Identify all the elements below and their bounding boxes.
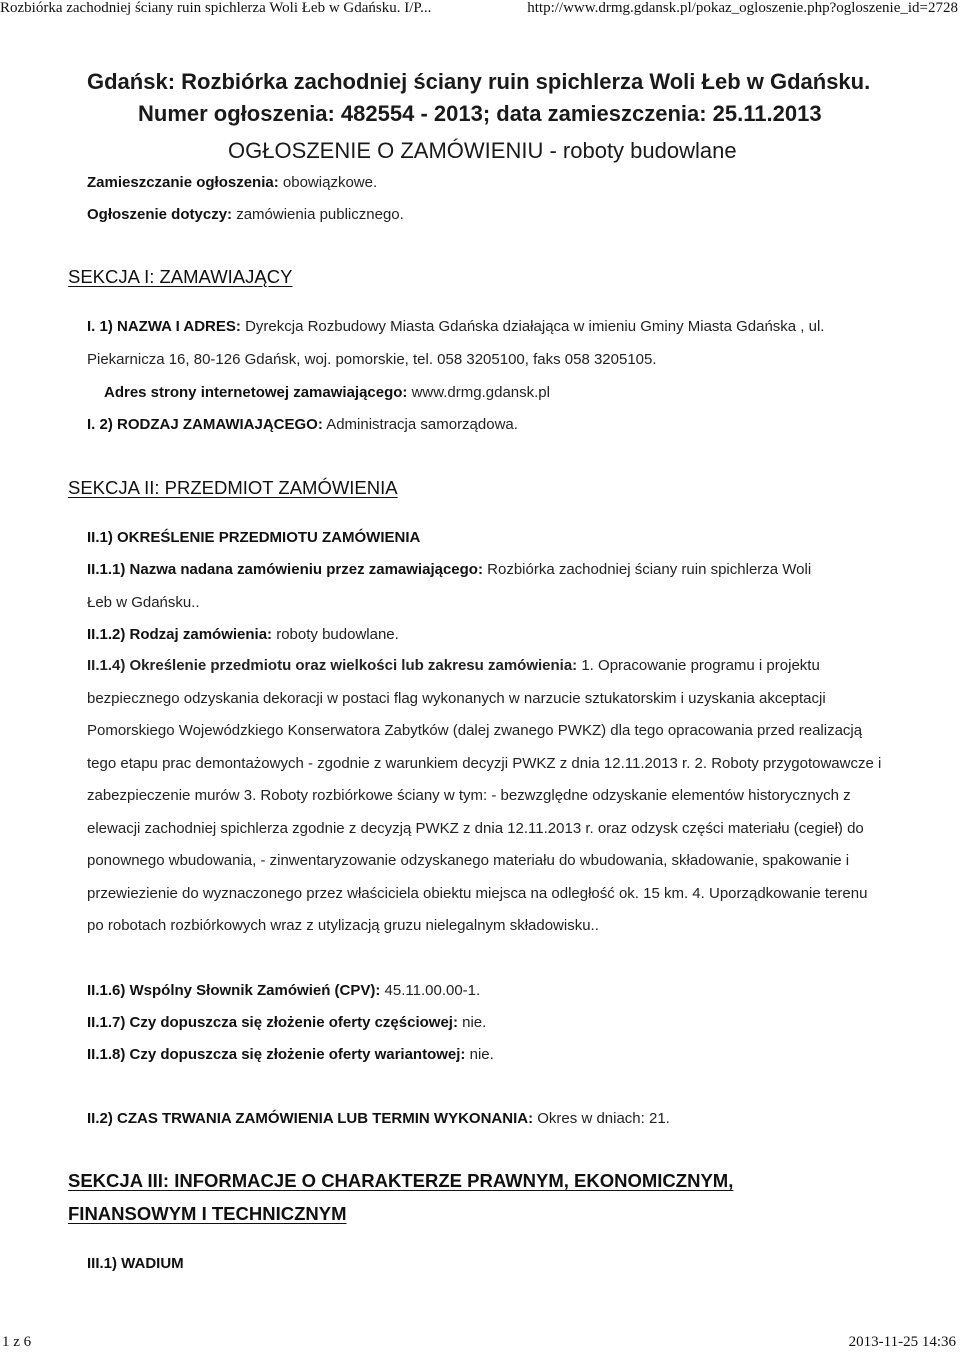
contract-kind-value: roboty budowlane. bbox=[276, 626, 399, 643]
scope-paragraph bbox=[87, 650, 887, 943]
contract-name-label: II.1.1) Nazwa nadana zamówieniu przez zamawiającego: bbox=[87, 561, 483, 578]
website-label: Adres strony internetowej zamawiającego: bbox=[104, 384, 408, 401]
notice-type-heading: OGŁOSZENIE O ZAMÓWIENIU - roboty budowlane bbox=[228, 138, 737, 163]
name-address-value-line2: Piekarnicza 16, 80-126 Gdańsk, woj. pomorskie, tel. 058 3205100, faks 058 3205105. bbox=[87, 351, 657, 368]
cpv-row bbox=[87, 982, 480, 999]
placement-value: obowiązkowe. bbox=[282, 174, 378, 191]
contracting-authority-address-row bbox=[87, 351, 657, 368]
partial-offer-value: nie. bbox=[462, 1014, 487, 1031]
concerns-value: zamówienia publicznego. bbox=[236, 206, 404, 223]
browser-print-footer bbox=[0, 1334, 960, 1354]
browser-print-header bbox=[0, 0, 960, 22]
page-title-line2: Numer ogłoszenia: 482554 - 2013; data zamieszczenia: 25.11.2013 bbox=[138, 101, 822, 126]
deposit-heading bbox=[87, 1255, 184, 1272]
print-page-title: Rozbiórka zachodniej ściany ruin spichlerza Woli Łeb w Gdańsku. I/P... bbox=[0, 0, 432, 16]
contract-kind-row bbox=[87, 626, 399, 643]
print-datetime: 2013-11-25 14:36 bbox=[848, 1334, 956, 1350]
name-address-value-line1: Dyrekcja Rozbudowy Miasta Gdańska działająca w imieniu Gminy Miasta Gdańska , ul. bbox=[245, 318, 825, 335]
print-page-url: http://www.drmg.gdansk.pl/pokaz_ogloszenie.php?ogloszenie_id=2728 bbox=[527, 0, 958, 16]
concerns-label: Ogłoszenie dotyczy: bbox=[87, 206, 233, 223]
section-3-heading-line1: SEKCJA III: INFORMACJE O CHARAKTERZE PRAWNYM, EKONOMICZNYM, bbox=[68, 1170, 734, 1191]
placement-row bbox=[87, 174, 377, 191]
variant-offer-label: II.1.8) Czy dopuszcza się złożenie oferty wariantowej: bbox=[87, 1046, 466, 1063]
section-3-heading-line2: FINANSOWYM I TECHNICZNYM bbox=[68, 1203, 347, 1224]
scope-label: II.1.4) Określenie przedmiotu oraz wielkości lub zakresu zamówienia: bbox=[87, 657, 578, 674]
contract-name-value-line2: Łeb w Gdańsku.. bbox=[87, 594, 200, 611]
variant-offer-value: nie. bbox=[469, 1046, 494, 1063]
authority-type-label: I. 2) RODZAJ ZAMAWIAJĄCEGO: bbox=[87, 416, 323, 433]
section-2-heading: SEKCJA II: PRZEDMIOT ZAMÓWIENIA bbox=[68, 477, 398, 498]
website-link[interactable]: www.drmg.gdansk.pl bbox=[411, 384, 550, 401]
authority-type-row bbox=[87, 416, 518, 433]
placement-label: Zamieszczanie ogłoszenia: bbox=[87, 174, 279, 191]
name-address-label: I. 1) NAZWA I ADRES: bbox=[87, 318, 241, 335]
website-row bbox=[104, 384, 550, 401]
subject-definition-heading bbox=[87, 529, 420, 546]
partial-offer-label: II.1.7) Czy dopuszcza się złożenie oferty częściowej: bbox=[87, 1014, 458, 1031]
deposit-label: III.1) WADIUM bbox=[87, 1255, 184, 1272]
scope-value: 1. Opracowanie programu i projektu bezpiecznego odzyskania dekoracji w postaci flag wykonanych w narzucie sztukatorskim i uzyskania akceptacji Pomorskiego Wojewódzkiego Konserwatora Zabytków (dalej zwanego PWKZ) dla tego opracowania przed realizacją tego etapu prac demontażowych - zgodnie z warunkiem decyzji PWKZ z dnia 12.11.2013 r. 2. Roboty przygotowawcze i zabezpieczenie murów 3. Roboty rozbiórkowe ściany w tym: - bezwzględne odzyskanie elementów historycznych z elewacji zachodniej spichlerza zgodnie z decyzją PWKZ z dnia 12.11.2013 r. oraz odzysk części materiału (cegieł) do ponownego wbudowania, - zinwentaryzowanie odzyskanego materiału do wbudowania, składowanie, spakowanie i przewiezienie do wyznaczonego przez właściciela obiektu miejsca na odległość ok. 15 km. 4. Uporządkowanie terenu po robotach rozbiórkowych wraz z utylizacją gruzu nielegalnym składowisku.. bbox=[87, 657, 882, 934]
cpv-value: 45.11.00.00-1. bbox=[384, 982, 481, 999]
page-title-line1: Gdańsk: Rozbiórka zachodniej ściany ruin spichlerza Woli Łeb w Gdańsku. bbox=[87, 69, 871, 94]
contracting-authority-name-row bbox=[87, 318, 824, 335]
duration-label: II.2) CZAS TRWANIA ZAMÓWIENIA LUB TERMIN WYKONANIA: bbox=[87, 1110, 534, 1127]
concerns-row bbox=[87, 206, 404, 223]
partial-offer-row bbox=[87, 1014, 486, 1031]
authority-type-value: Administracja samorządowa. bbox=[326, 416, 518, 433]
duration-value: Okres w dniach: 21. bbox=[537, 1110, 670, 1127]
page-counter: 1 z 6 bbox=[2, 1334, 32, 1350]
contract-kind-label: II.1.2) Rodzaj zamówienia: bbox=[87, 626, 273, 643]
subject-definition-label: II.1) OKREŚLENIE PRZEDMIOTU ZAMÓWIENIA bbox=[87, 529, 421, 546]
variant-offer-row bbox=[87, 1046, 494, 1063]
duration-row bbox=[87, 1110, 670, 1127]
section-1-heading: SEKCJA I: ZAMAWIAJĄCY bbox=[68, 266, 293, 287]
contract-name-row bbox=[87, 561, 811, 578]
cpv-label: II.1.6) Wspólny Słownik Zamówień (CPV): bbox=[87, 982, 381, 999]
contract-name-row-2 bbox=[87, 594, 200, 611]
contract-name-value-line1: Rozbiórka zachodniej ściany ruin spichlerza Woli bbox=[487, 561, 812, 578]
